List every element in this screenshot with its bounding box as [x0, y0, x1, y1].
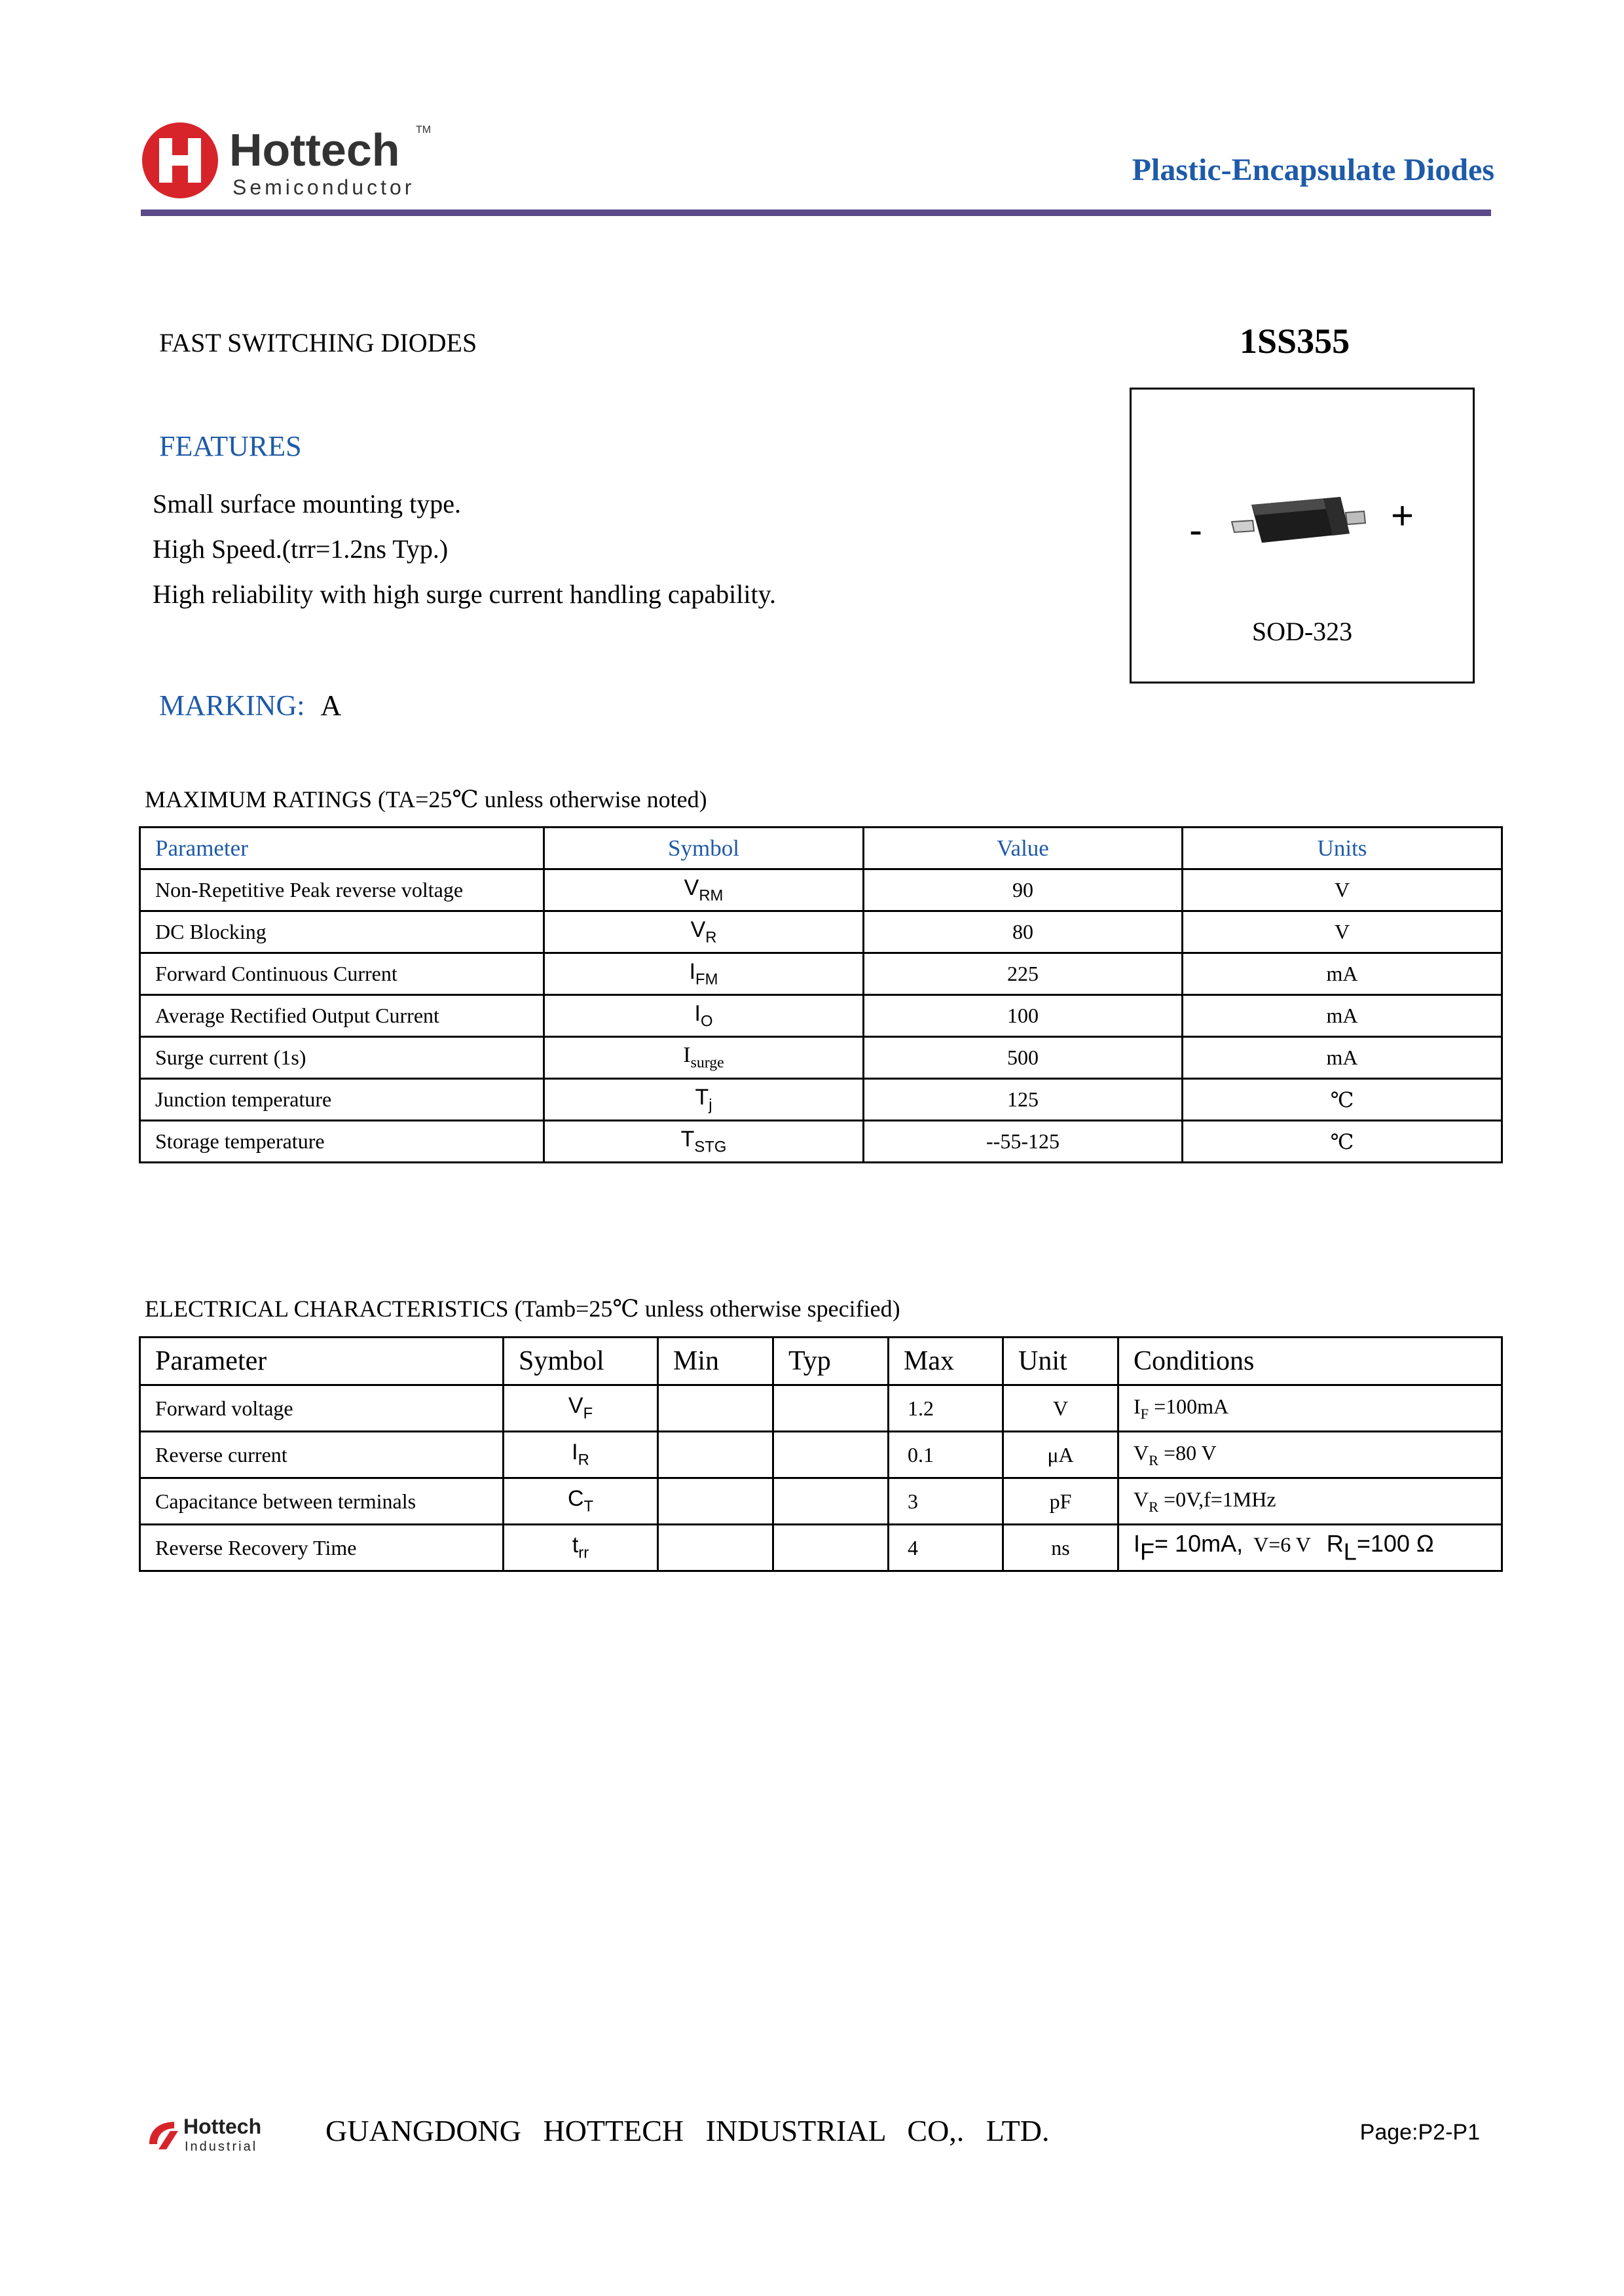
feature-item: Small surface mounting type. — [153, 489, 462, 519]
cell-value: 80 — [864, 911, 1183, 953]
cell-symbol — [544, 869, 864, 911]
cell-value: 90 — [864, 869, 1183, 911]
cell-symbol — [544, 995, 864, 1037]
cell-value: 125 — [864, 1079, 1183, 1121]
symbol-sub: rr — [578, 1544, 589, 1562]
symbol-main: T — [680, 1126, 695, 1152]
cell-max: 3 — [889, 1478, 1003, 1525]
package-label: SOD-323 — [1251, 617, 1353, 646]
logo-sub: Semiconductor — [232, 175, 415, 199]
cell-parameter: Non-Repetitive Peak reverse voltage — [140, 869, 544, 911]
cell-parameter: Capacitance between terminals — [140, 1478, 504, 1525]
cell-conditions — [1118, 1525, 1502, 1571]
cond-symbol: I — [1134, 1394, 1141, 1418]
symbol-main: V — [684, 875, 699, 900]
cell-parameter: Forward voltage — [140, 1385, 504, 1432]
cell-symbol — [504, 1432, 658, 1478]
cell-unit: ns — [1003, 1525, 1118, 1571]
cell-unit: pF — [1003, 1478, 1118, 1525]
table-row — [140, 1385, 1502, 1432]
cond-rl-symbol: R — [1326, 1529, 1344, 1557]
symbol-sub: surge — [690, 1054, 724, 1072]
symbol-sub: R — [578, 1451, 589, 1469]
symbol-sub: j — [709, 1096, 712, 1114]
cell-typ — [773, 1478, 889, 1525]
cell-parameter: Junction temperature — [140, 1079, 544, 1121]
symbol-main: I — [694, 1000, 701, 1026]
cell-parameter: Average Rectified Output Current — [140, 995, 544, 1037]
symbol-main: I — [689, 958, 696, 984]
cell-min — [658, 1478, 773, 1525]
table-header-row — [140, 1338, 1502, 1385]
cell-parameter: Reverse current — [140, 1432, 504, 1478]
header-units: Units — [1183, 828, 1502, 869]
cell-min — [658, 1525, 773, 1571]
cell-parameter: Surge current (1s) — [140, 1037, 544, 1079]
table-row — [140, 1121, 1502, 1163]
electrical-caption: ELECTRICAL CHARACTERISTICS (Tamb=25℃ unless otherwise specified) — [145, 1296, 900, 1322]
cond-rl-value: =100 Ω — [1356, 1529, 1434, 1557]
cell-unit: μA — [1003, 1432, 1118, 1478]
cond-symbol-sub: R — [1149, 1451, 1159, 1468]
cell-parameter: DC Blocking — [140, 911, 544, 953]
cond-symbol-sub: R — [1149, 1498, 1159, 1515]
cell-max: 0.1 — [889, 1432, 1003, 1478]
cell-min — [658, 1385, 773, 1432]
sod323-package-image — [1225, 475, 1373, 553]
header-symbol: Symbol — [544, 828, 864, 869]
cell-symbol — [544, 1037, 864, 1079]
cond-symbol-sub: F — [1140, 1405, 1149, 1422]
symbol-sub: R — [705, 928, 717, 947]
cond-symbol: V — [1134, 1487, 1149, 1511]
cell-parameter: Forward Continuous Current — [140, 953, 544, 995]
cell-symbol — [504, 1478, 658, 1525]
table-row — [140, 1037, 1502, 1079]
header-conditions: Conditions — [1118, 1338, 1502, 1385]
marking — [159, 689, 341, 722]
page-number: Page:P2-P1 — [1359, 2120, 1480, 2145]
cell-parameter: Reverse Recovery Time — [140, 1525, 504, 1571]
max-ratings-caption: MAXIMUM RATINGS (TA=25℃ unless otherwise noted) — [145, 786, 707, 812]
feature-item: High reliability with high surge current handling capability. — [153, 579, 777, 609]
cell-symbol — [504, 1525, 658, 1571]
header-value: Value — [864, 828, 1183, 869]
package-box — [1130, 388, 1475, 683]
max-ratings-table — [139, 826, 1503, 1163]
table-row — [140, 1478, 1502, 1525]
header-unit: Unit — [1003, 1338, 1118, 1385]
cell-value: --55-125 — [864, 1121, 1183, 1163]
table-row — [140, 953, 1502, 995]
cell-value: 500 — [864, 1037, 1183, 1079]
cell-value: 100 — [864, 995, 1183, 1037]
header-max: Max — [889, 1338, 1003, 1385]
symbol-main: I — [572, 1440, 578, 1465]
cond-rl-sub: L — [1343, 1538, 1357, 1565]
cell-max: 4 — [889, 1525, 1003, 1571]
electrical-table — [139, 1336, 1503, 1572]
cond-if-symbol: I — [1134, 1529, 1141, 1557]
cell-parameter: Storage temperature — [140, 1121, 544, 1163]
cell-typ — [773, 1525, 889, 1571]
cell-conditions — [1118, 1478, 1502, 1525]
cell-typ — [773, 1432, 889, 1478]
feature-item: High Speed.(trr=1.2ns Typ.) — [153, 534, 449, 564]
hottech-logo — [141, 115, 442, 206]
marking-value: A — [320, 689, 342, 721]
symbol-main: C — [567, 1486, 584, 1512]
footer-logo-brand: Hottech — [183, 2115, 262, 2138]
table-row — [140, 1525, 1502, 1571]
footer-logo — [145, 2111, 267, 2157]
cond-symbol: V — [1134, 1440, 1149, 1465]
cell-symbol — [544, 1079, 864, 1121]
marking-label: MARKING: — [159, 689, 305, 721]
cell-unit: V — [1183, 869, 1502, 911]
cell-conditions — [1118, 1432, 1502, 1478]
table-row — [140, 1079, 1502, 1121]
header-parameter: Parameter — [140, 828, 544, 869]
cell-unit: ℃ — [1183, 1079, 1502, 1121]
features-heading: FEATURES — [159, 430, 302, 462]
cell-unit: mA — [1183, 1037, 1502, 1079]
symbol-main: t — [572, 1533, 579, 1558]
footer-company: GUANGDONG HOTTECH INDUSTRIAL CO,. LTD. — [325, 2114, 1050, 2147]
package-minus-terminal: - — [1189, 508, 1202, 552]
header-typ: Typ — [773, 1338, 889, 1385]
cond-v: V=6 V — [1253, 1532, 1311, 1556]
cond-if-sub: F — [1140, 1538, 1155, 1565]
cond-if-value: = 10mA, — [1154, 1529, 1244, 1557]
cell-value: 225 — [864, 953, 1183, 995]
header-divider — [141, 210, 1491, 216]
header-symbol: Symbol — [504, 1338, 658, 1385]
cond-value: =100mA — [1149, 1394, 1229, 1418]
cell-conditions — [1118, 1385, 1502, 1432]
cell-typ — [773, 1385, 889, 1432]
header-min: Min — [658, 1338, 773, 1385]
symbol-main: V — [690, 917, 706, 942]
symbol-sub: STG — [694, 1138, 727, 1156]
symbol-sub: T — [583, 1497, 594, 1516]
section-title: FAST SWITCHING DIODES — [159, 328, 477, 357]
symbol-sub: FM — [695, 970, 718, 989]
cell-unit: ℃ — [1183, 1121, 1502, 1163]
symbol-main: T — [695, 1084, 709, 1110]
logo-trademark: TM — [416, 124, 432, 136]
cell-unit: V — [1003, 1385, 1118, 1432]
header-title: Plastic-Encapsulate Diodes — [1132, 153, 1494, 187]
cell-unit: mA — [1183, 953, 1502, 995]
symbol-main: I — [683, 1043, 691, 1068]
table-row — [140, 995, 1502, 1037]
header-parameter: Parameter — [140, 1338, 504, 1385]
symbol-sub: F — [583, 1404, 593, 1423]
package-plus-terminal: + — [1391, 494, 1414, 538]
cell-min — [658, 1432, 773, 1478]
table-header-row — [140, 828, 1502, 869]
footer-logo-sub: Industrial — [185, 2140, 258, 2154]
symbol-sub: RM — [699, 886, 724, 905]
table-row — [140, 1432, 1502, 1478]
cond-value: =80 V — [1158, 1440, 1217, 1465]
cell-symbol — [504, 1385, 658, 1432]
cond-value: =0V,f=1MHz — [1158, 1487, 1276, 1511]
cell-symbol — [544, 1121, 864, 1163]
cell-symbol — [544, 953, 864, 995]
table-row — [140, 911, 1502, 953]
symbol-sub: O — [700, 1012, 713, 1030]
cell-symbol — [544, 911, 864, 953]
cell-unit: mA — [1183, 995, 1502, 1037]
symbol-main: V — [568, 1393, 583, 1419]
part-number: 1SS355 — [1240, 321, 1350, 361]
cell-max: 1.2 — [889, 1385, 1003, 1432]
table-row — [140, 869, 1502, 911]
cell-unit: V — [1183, 911, 1502, 953]
logo-brand: Hottech — [229, 124, 400, 175]
